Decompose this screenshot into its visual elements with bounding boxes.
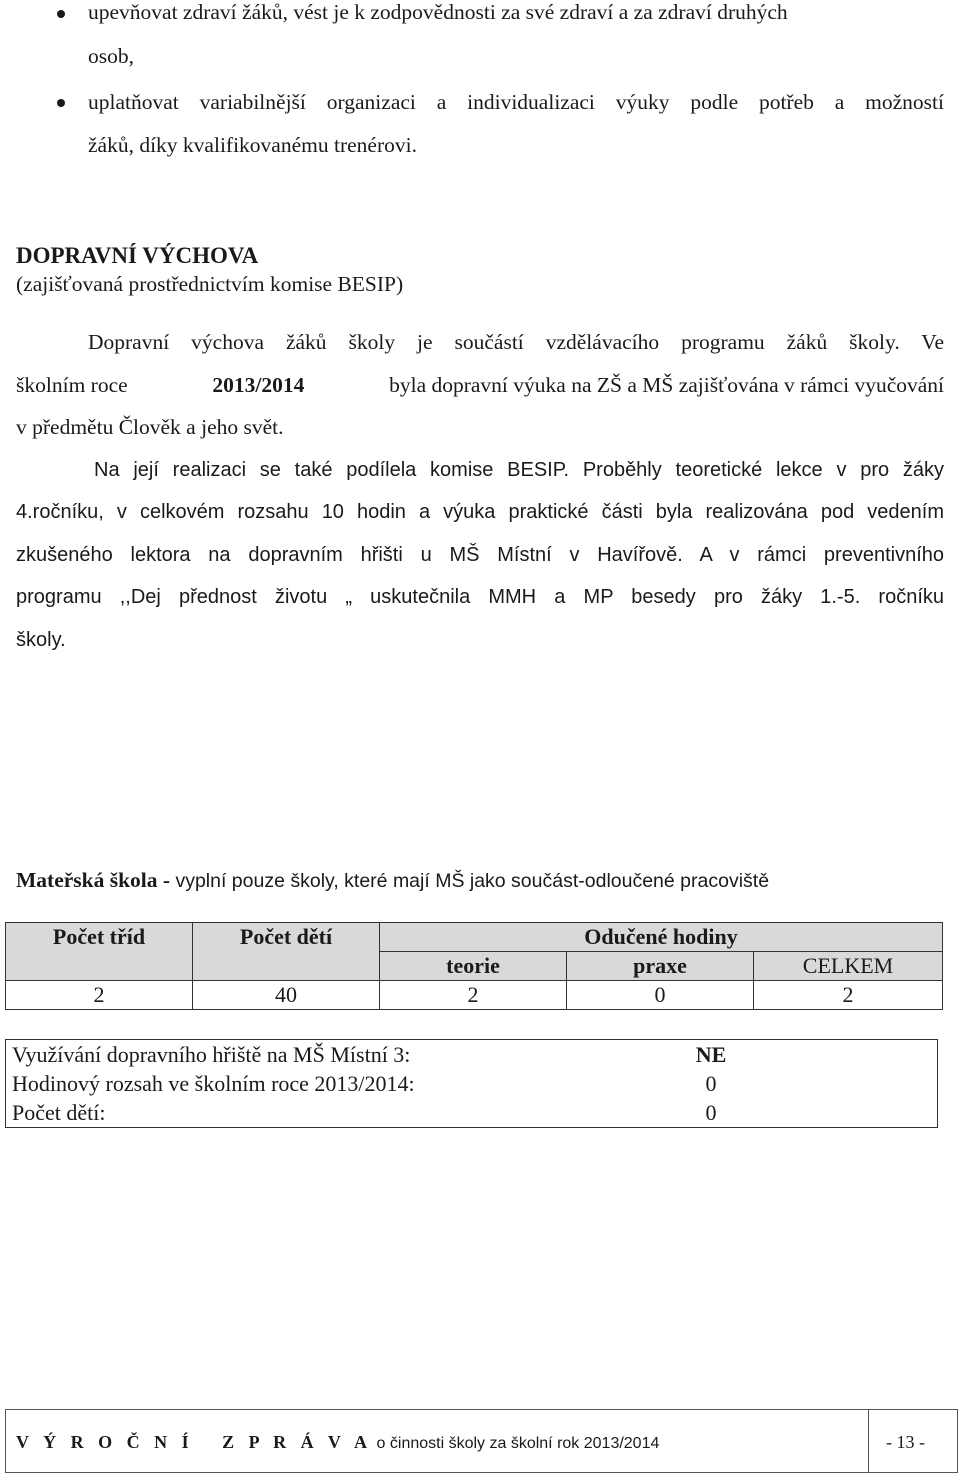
ms-header-teorie: teorie <box>380 952 567 981</box>
bullet-1-line-2: osob, <box>88 44 134 68</box>
usage-value: 0 <box>705 1100 717 1125</box>
ms-header-praxe: praxe <box>567 952 754 981</box>
ms-header-pocet-deti: Počet dětí <box>193 923 380 981</box>
usage-row <box>6 1040 938 1070</box>
ms-title <box>16 867 769 894</box>
section-title: DOPRAVNÍ VÝCHOVA <box>16 243 259 268</box>
usage-label: Počet dětí: <box>12 1100 106 1125</box>
usage-row <box>6 1098 938 1128</box>
footer-title-spaced: V Ý R O Č N Í Z P R Á V A <box>16 1432 373 1452</box>
footer-title <box>16 1432 659 1453</box>
ms-cell-praxe: 0 <box>567 981 754 1010</box>
ms-cell-pocet-deti: 40 <box>193 981 380 1010</box>
usage-label: Využívání dopravního hřiště na MŠ Místní 3: <box>12 1042 411 1067</box>
ms-table <box>5 922 943 1010</box>
bullet-2-line-1: uplatňovat variabilnější organizaci a individualizaci výuky podle potřeb a možností <box>88 90 944 114</box>
para1-line-2-rest: byla dopravní výuka na ZŠ a MŠ zajišťována v rámci vyučování <box>389 373 944 397</box>
footer-divider <box>868 1410 869 1472</box>
footer-title-rest: o činnosti školy za školní rok 2013/2014 <box>376 1435 660 1452</box>
para2-line-4: programu ,,Dej přednost životu „ uskutečnila MMH a MP besedy pro žáky 1.-5. ročníku <box>16 586 944 608</box>
ms-header-pocet-trid: Počet tříd <box>6 923 193 981</box>
bullet-1-text-1: upevňovat zdraví žáků, vést je k zodpovědnosti za své zdraví a za zdraví druhých <box>88 0 788 24</box>
usage-table <box>5 1039 938 1128</box>
para1-line-2 <box>16 372 944 398</box>
ms-cell-pocet-trid: 2 <box>6 981 193 1010</box>
para2-line-1: Na její realizaci se také podílela komise BESIP. Proběhly teoretické lekce v pro žáky <box>94 459 944 481</box>
ms-cell-teorie: 2 <box>380 981 567 1010</box>
ms-header-celkem: CELKEM <box>754 952 943 981</box>
usage-value: NE <box>695 1042 727 1067</box>
page-number: - 13 - <box>886 1432 925 1452</box>
bullet-dot-2 <box>57 99 65 107</box>
bullet-2-line-2: žáků, díky kvalifikovanému trenérovi. <box>88 133 417 157</box>
bullet-1-line-1 <box>88 0 944 25</box>
usage-value: 0 <box>705 1071 717 1096</box>
page-footer <box>5 1409 958 1473</box>
para1-school-year-label: školním roce <box>16 373 128 397</box>
usage-label: Hodinový rozsah ve školním roce 2013/2014: <box>12 1071 415 1096</box>
para2-line-2: 4.ročníku, v celkovém rozsahu 10 hodin a výuka praktické části byla realizována pod vedením <box>16 501 944 523</box>
para2-line-3: zkušeného lektora na dopravním hřišti u MŠ Místní v Havířově. A v rámci preventivního <box>16 544 944 566</box>
usage-row <box>6 1069 938 1098</box>
para1-line-1: Dopravní výchova žáků školy je součástí vzdělávacího programu žáků školy. Ve <box>88 330 944 354</box>
ms-title-bold: Mateřská škola - <box>16 868 171 892</box>
bullet-dot-1 <box>57 10 65 18</box>
section-subtitle: (zajišťovaná prostřednictvím komise BESIP) <box>16 272 404 296</box>
ms-title-rest: vyplní pouze školy, které mají MŠ jako součást-odloučené pracoviště <box>175 870 770 892</box>
para2-line-5: školy. <box>16 629 66 651</box>
ms-header-oducene-hodiny: Odučené hodiny <box>380 923 943 952</box>
para1-school-year: 2013/2014 <box>212 373 305 397</box>
ms-cell-celkem: 2 <box>754 981 943 1010</box>
para1-line-3: v předmětu Člověk a jeho svět. <box>16 415 284 439</box>
